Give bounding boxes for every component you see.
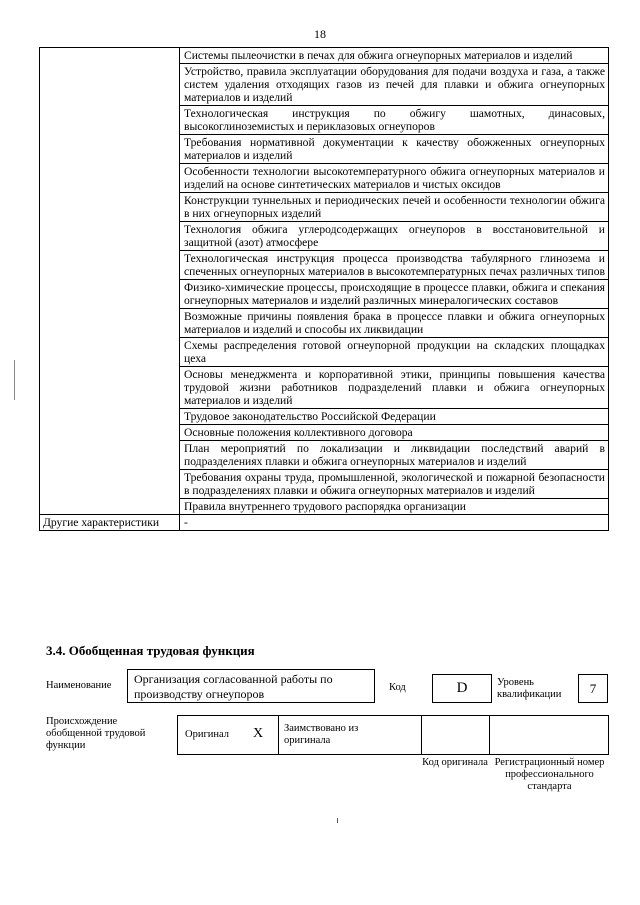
knowledge-item: Устройство, правила эксплуатации оборудования для подачи воздуха и газа, а также систем удаления отходящих газов из печей для плавки и обжига огнеупорных материалов и изделий — [180, 64, 609, 106]
original-mark: X — [253, 726, 264, 741]
name-value: Организация согласованной работы по производству огнеупоров — [127, 669, 375, 703]
knowledge-item: Конструкции туннельных и периодических печей и особенности технологии обжига в них огнеупорных изделий — [180, 193, 609, 222]
knowledge-item: Физико-химические процессы, происходящие в процессе плавки, обжига и спекания огнеупорных материалов и изделий различных минералогических составов — [180, 280, 609, 309]
origin-label: Происхождение обобщенной трудовой функции — [46, 716, 146, 751]
knowledge-item: Схемы распределения готовой огнеупорной продукции на складских площадках цеха — [180, 338, 609, 367]
knowledge-item: Правила внутреннего трудового распорядка организации — [180, 499, 609, 515]
knowledge-item: Требования охраны труда, промышленной, экологической и пожарной безопасности в подразделениях плавки и обжига огнеупорных материалов и изделий — [180, 470, 609, 499]
table-row — [40, 48, 609, 64]
other-characteristics-label: Другие характеристики — [40, 515, 180, 531]
level-label: Уровень квалификации — [497, 677, 562, 700]
knowledge-item: Технологическая инструкция процесса производства табулярного глинозема и спеченных огнеупорных материалов в высокотемпературных печах различных типов — [180, 251, 609, 280]
knowledge-item: Технология обжига углеродсодержащих огнеупоров в восстановительной и защитной (азот) атмосфере — [180, 222, 609, 251]
knowledge-item: Возможные причины появления брака в процессе плавки и обжига огнеупорных материалов и изделий и способы их ликвидации — [180, 309, 609, 338]
knowledge-item: Основы менеджмента и корпоративной этики, принципы повышения качества трудовой жизни работников подразделений плавки и обжига огнеупорных материалов и изделий — [180, 367, 609, 409]
table-row — [40, 515, 609, 531]
code-original-caption: Код оригинала — [422, 757, 488, 768]
original-label: Оригинал — [185, 729, 229, 740]
knowledge-item: Технологическая инструкция по обжигу шамотных, динасовых, высокоглиноземистых и периклазовых огнеупоров — [180, 106, 609, 135]
registration-number-caption: Регистрационный номер профессионального стандарта — [494, 757, 605, 792]
code-value: D — [432, 674, 492, 703]
name-label: Наименование — [46, 680, 112, 691]
page-number: 18 — [314, 27, 326, 41]
scan-margin-mark — [14, 360, 15, 400]
knowledge-item: Трудовое законодательство Российской Федерации — [180, 409, 609, 425]
borrowed-label: Заимствовано из оригинала — [284, 723, 359, 746]
origin-table — [177, 715, 609, 755]
scan-dot — [337, 818, 338, 823]
knowledge-item: План мероприятий по локализации и ликвидации последствий аварий в подразделениях плавки и обжига огнеупорных материалов и изделий — [180, 441, 609, 470]
section-title: 3.4. Обобщенная трудовая функция — [46, 643, 255, 658]
knowledge-item: Основные положения коллективного договора — [180, 425, 609, 441]
code-label: Код — [389, 682, 406, 693]
other-characteristics-value: - — [180, 515, 609, 531]
level-value: 7 — [578, 674, 608, 703]
knowledge-item: Системы пылеочистки в печах для обжига огнеупорных материалов и изделий — [180, 48, 609, 64]
knowledge-item: Особенности технологии высокотемпературного обжига огнеупорных материалов и изделий на основе синтетических материалов и чистых оксидов — [180, 164, 609, 193]
knowledge-item: Требования нормативной документации к качеству обожженных огнеупорных материалов и изделий — [180, 135, 609, 164]
knowledge-table — [39, 47, 609, 531]
knowledge-label-cell — [40, 48, 180, 515]
